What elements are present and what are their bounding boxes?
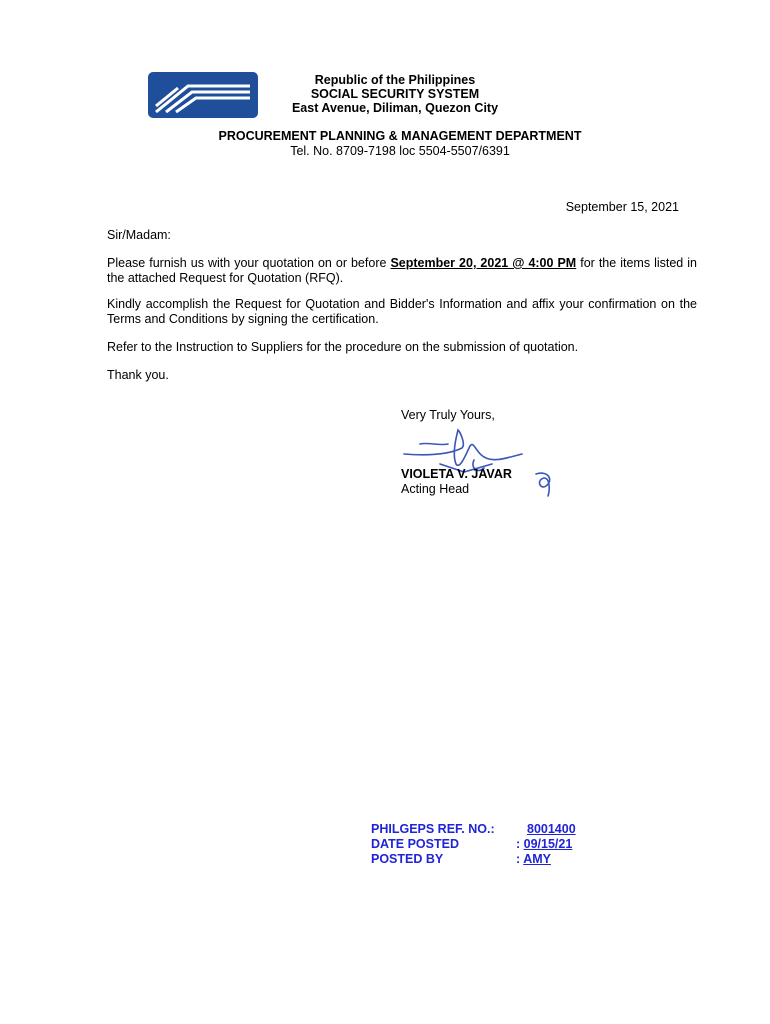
posted-by-label: POSTED BY [371,852,444,866]
date-posted-sep: : [516,837,521,851]
paragraph-deadline-after: for the items listed in the attached Request for Quotation (RFQ). [107,256,697,285]
philgeps-ref-value [527,822,576,837]
thank-you: Thank you. [107,368,169,382]
department-tel: Tel. No. 8709-7198 loc 5504-5507/6391 [290,144,510,158]
date-posted-value [516,837,572,852]
posted-by-name: AMY [523,852,551,866]
paragraph-instructions: Kindly accomplish the Request for Quotation and Bidder's Information and affix your confirmation on the Terms and Conditions by signing the certification. [107,297,697,326]
valediction: Very Truly Yours, [401,408,495,422]
header-agency: SOCIAL SECURITY SYSTEM [310,87,480,101]
date-posted-date: 09/15/21 [523,837,573,851]
deadline-date: September 20, 2021 @ 4:00 PM [390,256,577,270]
header-country: Republic of the Philippines [314,73,476,87]
philgeps-ref-number: 8001400 [527,822,576,836]
signatory-title: Acting Head [401,482,470,496]
salutation: Sir/Madam: [107,228,171,242]
department-name: PROCUREMENT PLANNING & MANAGEMENT DEPARTMENT [218,129,582,143]
philgeps-ref-label: PHILGEPS REF. NO.: [371,822,495,836]
letter-date: September 15, 2021 [565,200,679,214]
posted-by-value [516,852,551,867]
header-address: East Avenue, Diliman, Quezon City [291,101,499,115]
posted-by-sep: : [516,852,521,866]
paragraph-refer: Refer to the Instruction to Suppliers for the procedure on the submission of quotation. [107,340,579,354]
paragraph-deadline [107,256,697,286]
signatory-name: VIOLETA V. JAVAR [401,467,512,481]
date-posted-label: DATE POSTED [371,837,459,851]
paragraph-deadline-before: Please furnish us with your quotation on or before [107,256,391,270]
